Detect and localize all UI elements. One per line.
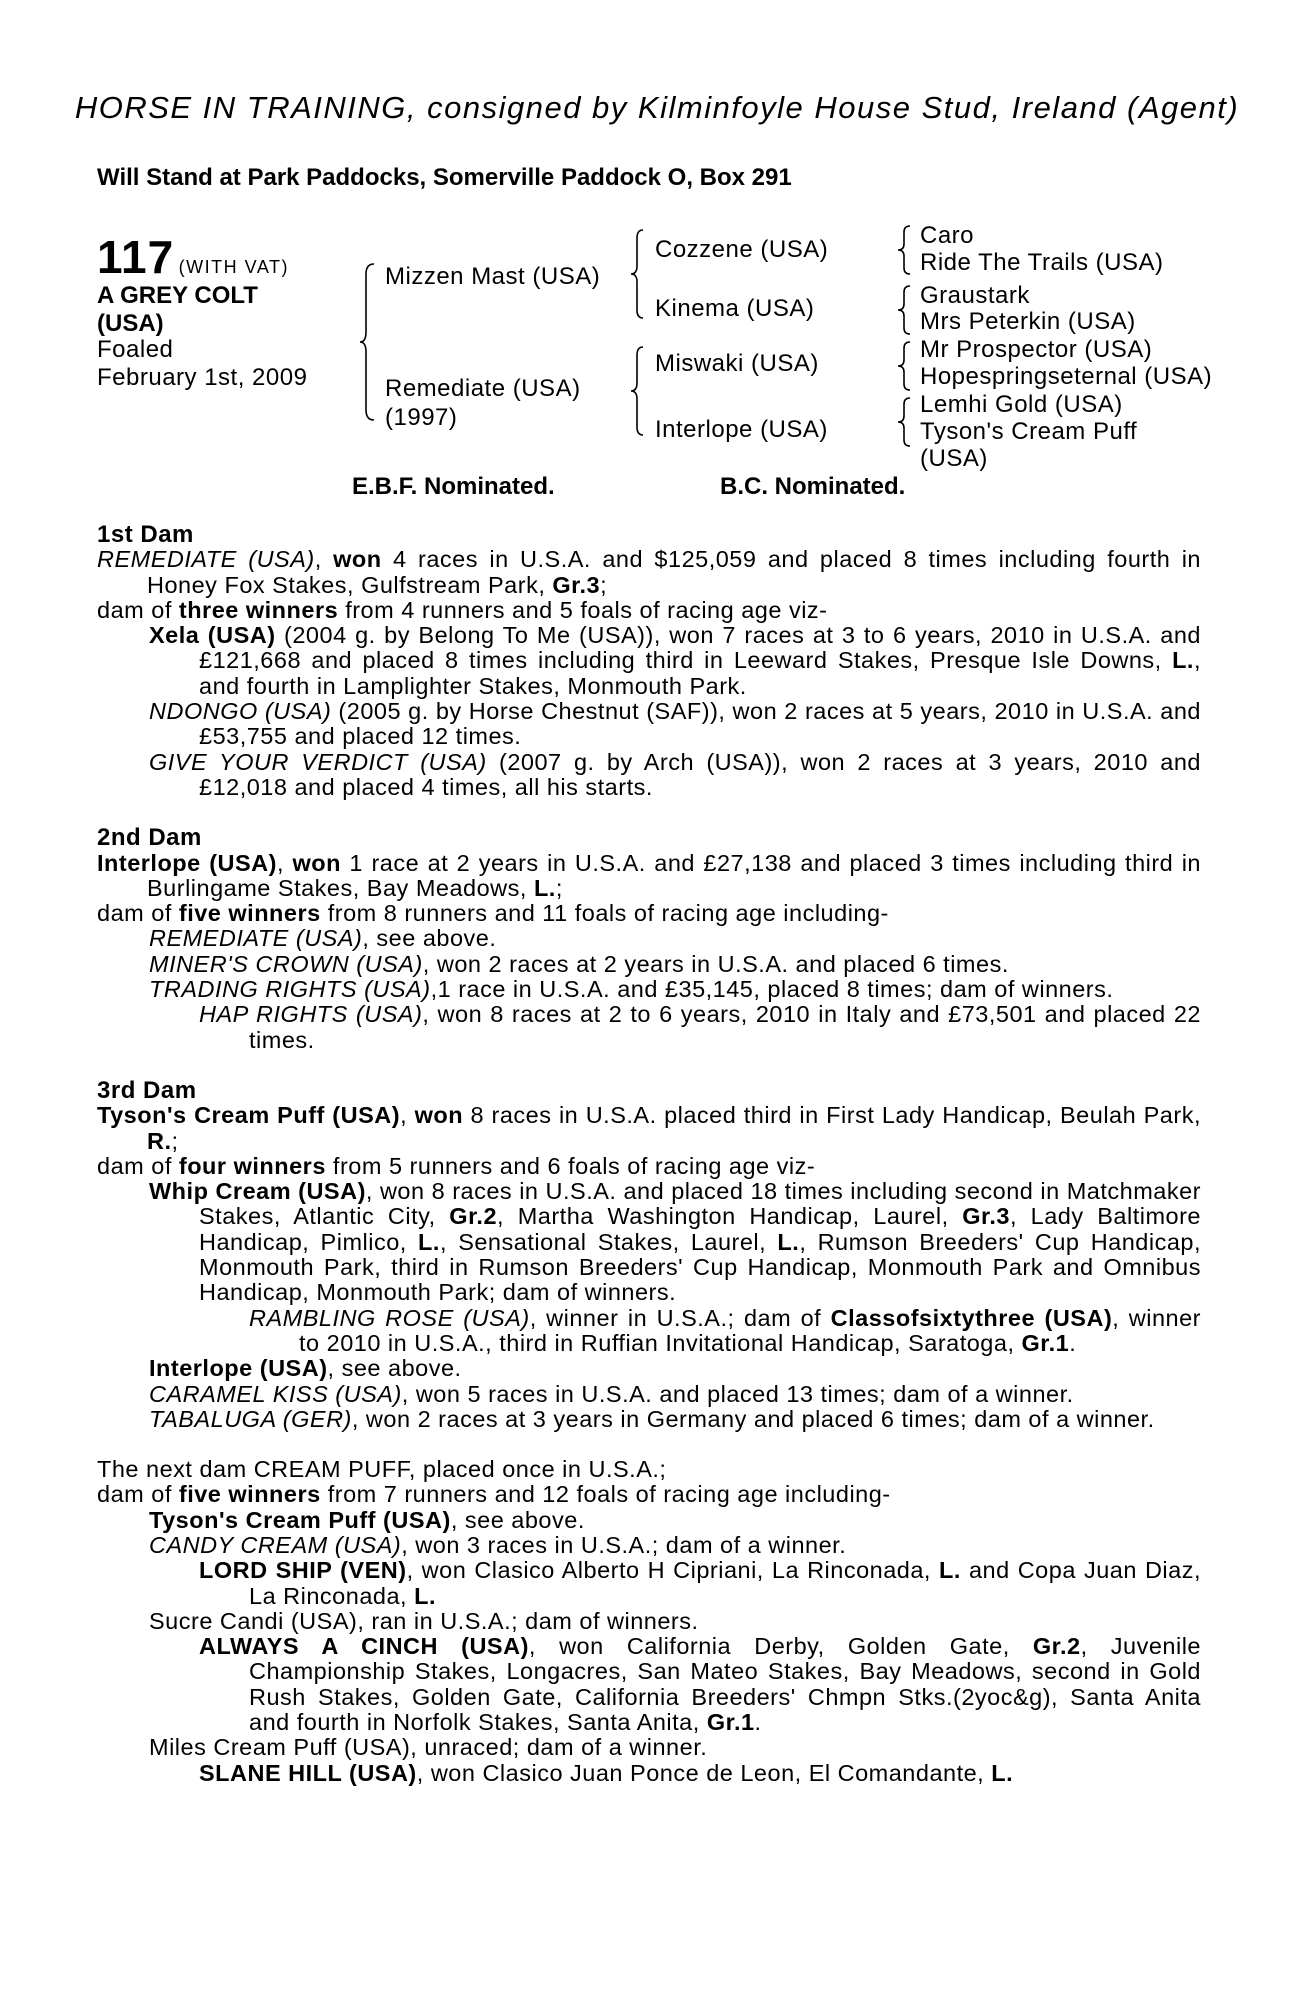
pedigree-brace-3d <box>898 396 912 448</box>
list-item: Interlope (USA), see above. <box>149 1355 462 1382</box>
pedigree-dsd: Hopespringseternal (USA) <box>920 363 1213 390</box>
second-dam-produce-summary: dam of five winners from 8 runners and 11 foals of racing age including- <box>97 900 889 927</box>
pedigree-brace-2b <box>631 345 645 437</box>
lot-number: 117 <box>97 231 175 283</box>
pedigree-dam-sire: Miswaki (USA) <box>655 350 819 377</box>
pedigree-sds: Graustark <box>920 282 1030 309</box>
pedigree-ddd: Tyson's Cream Puff <box>920 418 1138 445</box>
pedigree-ssd: Ride The Trails (USA) <box>920 249 1164 276</box>
list-item: NDONGO (USA) (2005 g. by Horse Chestnut (SAF)), won 2 races at 5 years, 2010 in U.S.A. and £53,755 and placed 12 times. <box>149 698 1201 750</box>
pedigree-brace-2a <box>631 228 645 320</box>
list-item: Sucre Candi (USA), ran in U.S.A.; dam of winners. <box>149 1607 699 1634</box>
list-item: TABALUGA (GER), won 2 races at 3 years in Germany and placed 6 times; dam of a winner. <box>149 1405 1155 1432</box>
pedigree-sire: Mizzen Mast (USA) <box>385 263 601 290</box>
pedigree-dam-year: (1997) <box>385 404 458 431</box>
pedigree-brace-3c <box>898 340 912 392</box>
second-dam-record: Interlope (USA), won 1 race at 2 years in U.S.A. and £27,138 and placed 3 times including third in Burlingame Stakes, Bay Meadows, L.; <box>97 849 1202 901</box>
list-item: LORD SHIP (VEN), won Clasico Alberto H Cipriani, La Rinconada, L. and Copa Juan Diaz, La Rinconada, L. <box>199 1557 1201 1609</box>
list-item: MINER'S CROWN (USA), won 2 races at 2 years in U.S.A. and placed 6 times. <box>149 950 1009 977</box>
lot-description <box>97 282 258 338</box>
next-dam-produce-summary: dam of five winners from 7 runners and 12 foals of racing age including- <box>97 1481 891 1508</box>
lot-number-block <box>97 230 289 284</box>
first-dam-heading: 1st Dam <box>97 521 194 548</box>
ebf-nominated: E.B.F. Nominated. <box>352 473 555 500</box>
stand-location: Will Stand at Park Paddocks, Somerville Paddock O, Box 291 <box>97 164 792 191</box>
list-item: RAMBLING ROSE (USA), winner in U.S.A.; dam of Classofsixtythree (USA), winner to 2010 in U.S.A., third in Ruffian Invitational Handicap, Saratoga, Gr.1. <box>249 1304 1201 1356</box>
list-item: SLANE HILL (USA), won Clasico Juan Ponce de Leon, El Comandante, L. <box>199 1759 1014 1786</box>
list-item: HAP RIGHTS (USA), won 8 races at 2 to 6 years, 2010 in Italy and £73,501 and placed 22 times. <box>199 1001 1201 1053</box>
pedigree-brace-3b <box>898 284 912 336</box>
second-dam-heading: 2nd Dam <box>97 824 202 852</box>
lot-desc-line2: (USA) <box>97 310 164 337</box>
foaled-info <box>97 336 307 392</box>
next-dam-record: The next dam CREAM PUFF, placed once in U.S.A.; <box>97 1456 667 1483</box>
pedigree-ddd-country: (USA) <box>920 445 988 472</box>
pedigree-sdd: Mrs Peterkin (USA) <box>920 308 1136 335</box>
lot-desc-line1: A GREY COLT <box>97 282 258 309</box>
pedigree-dam: Remediate (USA) <box>385 375 581 402</box>
third-dam-produce-summary: dam of four winners from 5 runners and 6 foals of racing age viz- <box>97 1152 816 1179</box>
foaled-label: Foaled <box>97 336 174 363</box>
list-item: Xela (USA) (2004 g. by Belong To Me (USA)), won 7 races at 3 to 6 years, 2010 in U.S.A. and £121,668 and placed 8 times including third in Leeward Stakes, Presque Isle Downs, L., and fourth in Lamplighter Stakes, Monmouth Park. <box>149 622 1202 699</box>
list-item: Miles Cream Puff (USA), unraced; dam of a winner. <box>149 1734 708 1761</box>
list-item: CARAMEL KISS (USA), won 5 races in U.S.A. and placed 13 times; dam of a winner. <box>149 1380 1074 1407</box>
list-item: Tyson's Cream Puff (USA), see above. <box>149 1506 585 1533</box>
page-heading: HORSE IN TRAINING, consigned by Kilminfoyle House Stud, Ireland (Agent) <box>74 90 1240 125</box>
third-dam-record: Tyson's Cream Puff (USA), won 8 races in U.S.A. placed third in First Lady Handicap, Beulah Park, R.; <box>97 1102 1201 1154</box>
pedigree-sss: Caro <box>920 222 975 249</box>
pedigree-brace-3a <box>898 224 912 276</box>
first-dam-record: REMEDIATE (USA), won 4 races in U.S.A. and $125,059 and placed 8 times including fourth in Honey Fox Stakes, Gulfstream Park, Gr.3; <box>97 546 1201 598</box>
pedigree-dss: Mr Prospector (USA) <box>920 336 1153 363</box>
list-item: TRADING RIGHTS (USA),1 race in U.S.A. and £35,145, placed 8 times; dam of winners. <box>149 976 1114 1003</box>
list-item: CANDY CREAM (USA), won 3 races in U.S.A.; dam of a winner. <box>149 1531 847 1558</box>
first-dam-name: REMEDIATE (USA) <box>97 546 315 573</box>
bc-nominated: B.C. Nominated. <box>720 473 906 500</box>
pedigree-dam-dam: Interlope (USA) <box>655 416 828 443</box>
lot-vat: (WITH VAT) <box>178 257 289 277</box>
catalogue-body <box>97 522 1201 1786</box>
list-item: Whip Cream (USA), won 8 races in U.S.A. and placed 18 times including second in Matchmaker Stakes, Atlantic City, Gr.2, Martha Washington Handicap, Laurel, Gr.3, Lady Baltimore Handicap, Pimlico, L., Sensational Stakes, Laurel, L., Rumson Breeders' Cup Handicap, Monmouth Park, third in Rumson Breeders' Cup Handicap, Monmouth Park and Omnibus Handicap, Monmouth Park; dam of winners. <box>149 1178 1202 1306</box>
list-item: GIVE YOUR VERDICT (USA) (2007 g. by Arch (USA)), won 2 races at 3 years, 2010 and £12,018 and placed 4 times, all his starts. <box>149 748 1201 800</box>
list-item: REMEDIATE (USA), see above. <box>149 925 497 952</box>
third-dam-heading: 3rd Dam <box>97 1076 197 1104</box>
list-item: ALWAYS A CINCH (USA), won California Derby, Golden Gate, Gr.2, Juvenile Championship Stakes, Longacres, San Mateo Stakes, Bay Meadows, second in Gold Rush Stakes, Golden Gate, California Breeders' Chmpn Stks.(2yoc&g), Santa Anita and fourth in Norfolk Stakes, Santa Anita, Gr.1. <box>199 1633 1201 1736</box>
pedigree-sire-dam: Kinema (USA) <box>655 295 815 322</box>
first-dam-produce-summary: dam of three winners from 4 runners and 5 foals of racing age viz- <box>97 596 828 623</box>
pedigree-brace-1 <box>360 262 376 422</box>
foaled-date: February 1st, 2009 <box>97 364 308 391</box>
pedigree-sire-sire: Cozzene (USA) <box>655 236 829 263</box>
pedigree-dds: Lemhi Gold (USA) <box>920 391 1123 418</box>
